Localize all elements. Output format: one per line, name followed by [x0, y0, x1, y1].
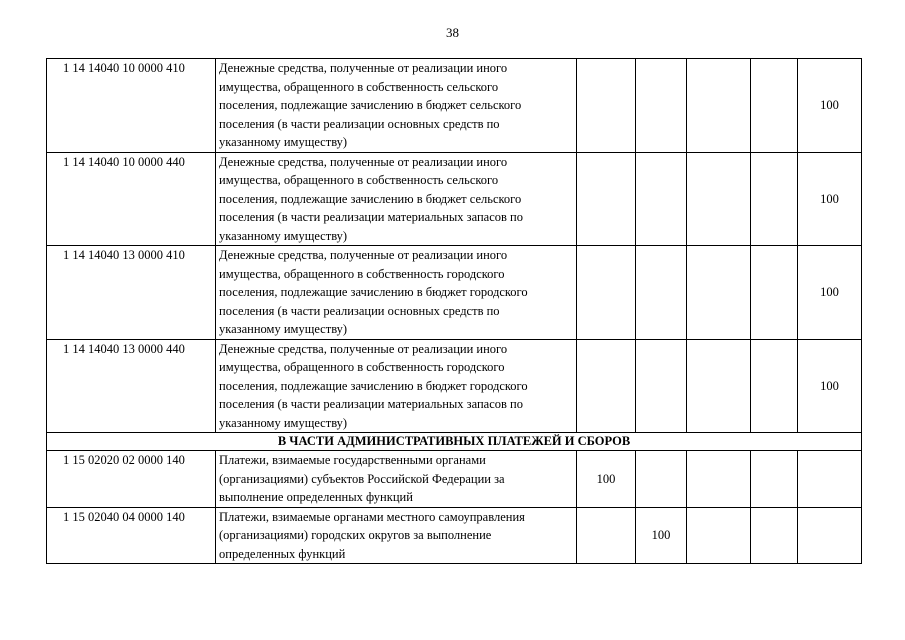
share-cell	[577, 246, 636, 340]
share-cell	[687, 246, 751, 340]
share-cell: 100	[798, 339, 862, 433]
share-cell: 100	[636, 507, 687, 564]
share-cell	[577, 59, 636, 153]
share-cell: 100	[577, 451, 636, 508]
revenue-distribution-table	[46, 58, 862, 564]
share-cell	[687, 451, 751, 508]
share-cell	[751, 152, 798, 246]
revenue-code: 1 15 02040 04 0000 140	[47, 507, 216, 564]
revenue-description: Платежи, взимаемые государственными органами (организациями) субъектов Российской Федерации за выполнение определенных функций	[216, 451, 577, 508]
section-title: В ЧАСТИ АДМИНИСТРАТИВНЫХ ПЛАТЕЖЕЙ И СБОРОВ	[47, 433, 862, 451]
table-row	[47, 246, 862, 340]
share-cell	[636, 451, 687, 508]
share-cell	[577, 152, 636, 246]
share-cell	[798, 507, 862, 564]
section-header-row	[47, 433, 862, 451]
share-cell	[687, 59, 751, 153]
share-cell	[577, 507, 636, 564]
page-number: 38	[446, 25, 459, 40]
revenue-description: Денежные средства, полученные от реализации иного имущества, обращенного в собственность городского поселения, подлежащие зачислению в бюджет городского поселения (в части реализации основных средств по указанному имуществу)	[216, 246, 577, 340]
share-cell	[687, 152, 751, 246]
share-cell	[636, 152, 687, 246]
revenue-code: 1 14 14040 10 0000 410	[47, 59, 216, 153]
share-cell	[751, 59, 798, 153]
share-cell	[751, 507, 798, 564]
revenue-description: Денежные средства, полученные от реализации иного имущества, обращенного в собственность сельского поселения, подлежащие зачислению в бюджет сельского поселения (в части реализации материальных запасов по указанному имуществу)	[216, 152, 577, 246]
revenue-code: 1 14 14040 10 0000 440	[47, 152, 216, 246]
table-row	[47, 507, 862, 564]
share-cell	[751, 339, 798, 433]
revenue-description: Платежи, взимаемые органами местного самоуправления (организациями) городских округов за выполнение определенных функций	[216, 507, 577, 564]
share-cell	[636, 339, 687, 433]
table-row	[47, 339, 862, 433]
table-row	[47, 59, 862, 153]
table-row	[47, 451, 862, 508]
table-row	[47, 152, 862, 246]
share-cell	[636, 246, 687, 340]
share-cell	[751, 451, 798, 508]
revenue-description: Денежные средства, полученные от реализации иного имущества, обращенного в собственность сельского поселения, подлежащие зачислению в бюджет сельского поселения (в части реализации основных средств по указанному имуществу)	[216, 59, 577, 153]
share-cell: 100	[798, 59, 862, 153]
revenue-code: 1 14 14040 13 0000 440	[47, 339, 216, 433]
share-cell: 100	[798, 246, 862, 340]
revenue-code: 1 14 14040 13 0000 410	[47, 246, 216, 340]
share-cell	[687, 507, 751, 564]
share-cell: 100	[798, 152, 862, 246]
revenue-description: Денежные средства, полученные от реализации иного имущества, обращенного в собственность городского поселения, подлежащие зачислению в бюджет городского поселения (в части реализации материальных запасов по указанному имуществу)	[216, 339, 577, 433]
share-cell	[577, 339, 636, 433]
share-cell	[751, 246, 798, 340]
share-cell	[798, 451, 862, 508]
share-cell	[636, 59, 687, 153]
revenue-code: 1 15 02020 02 0000 140	[47, 451, 216, 508]
share-cell	[687, 339, 751, 433]
